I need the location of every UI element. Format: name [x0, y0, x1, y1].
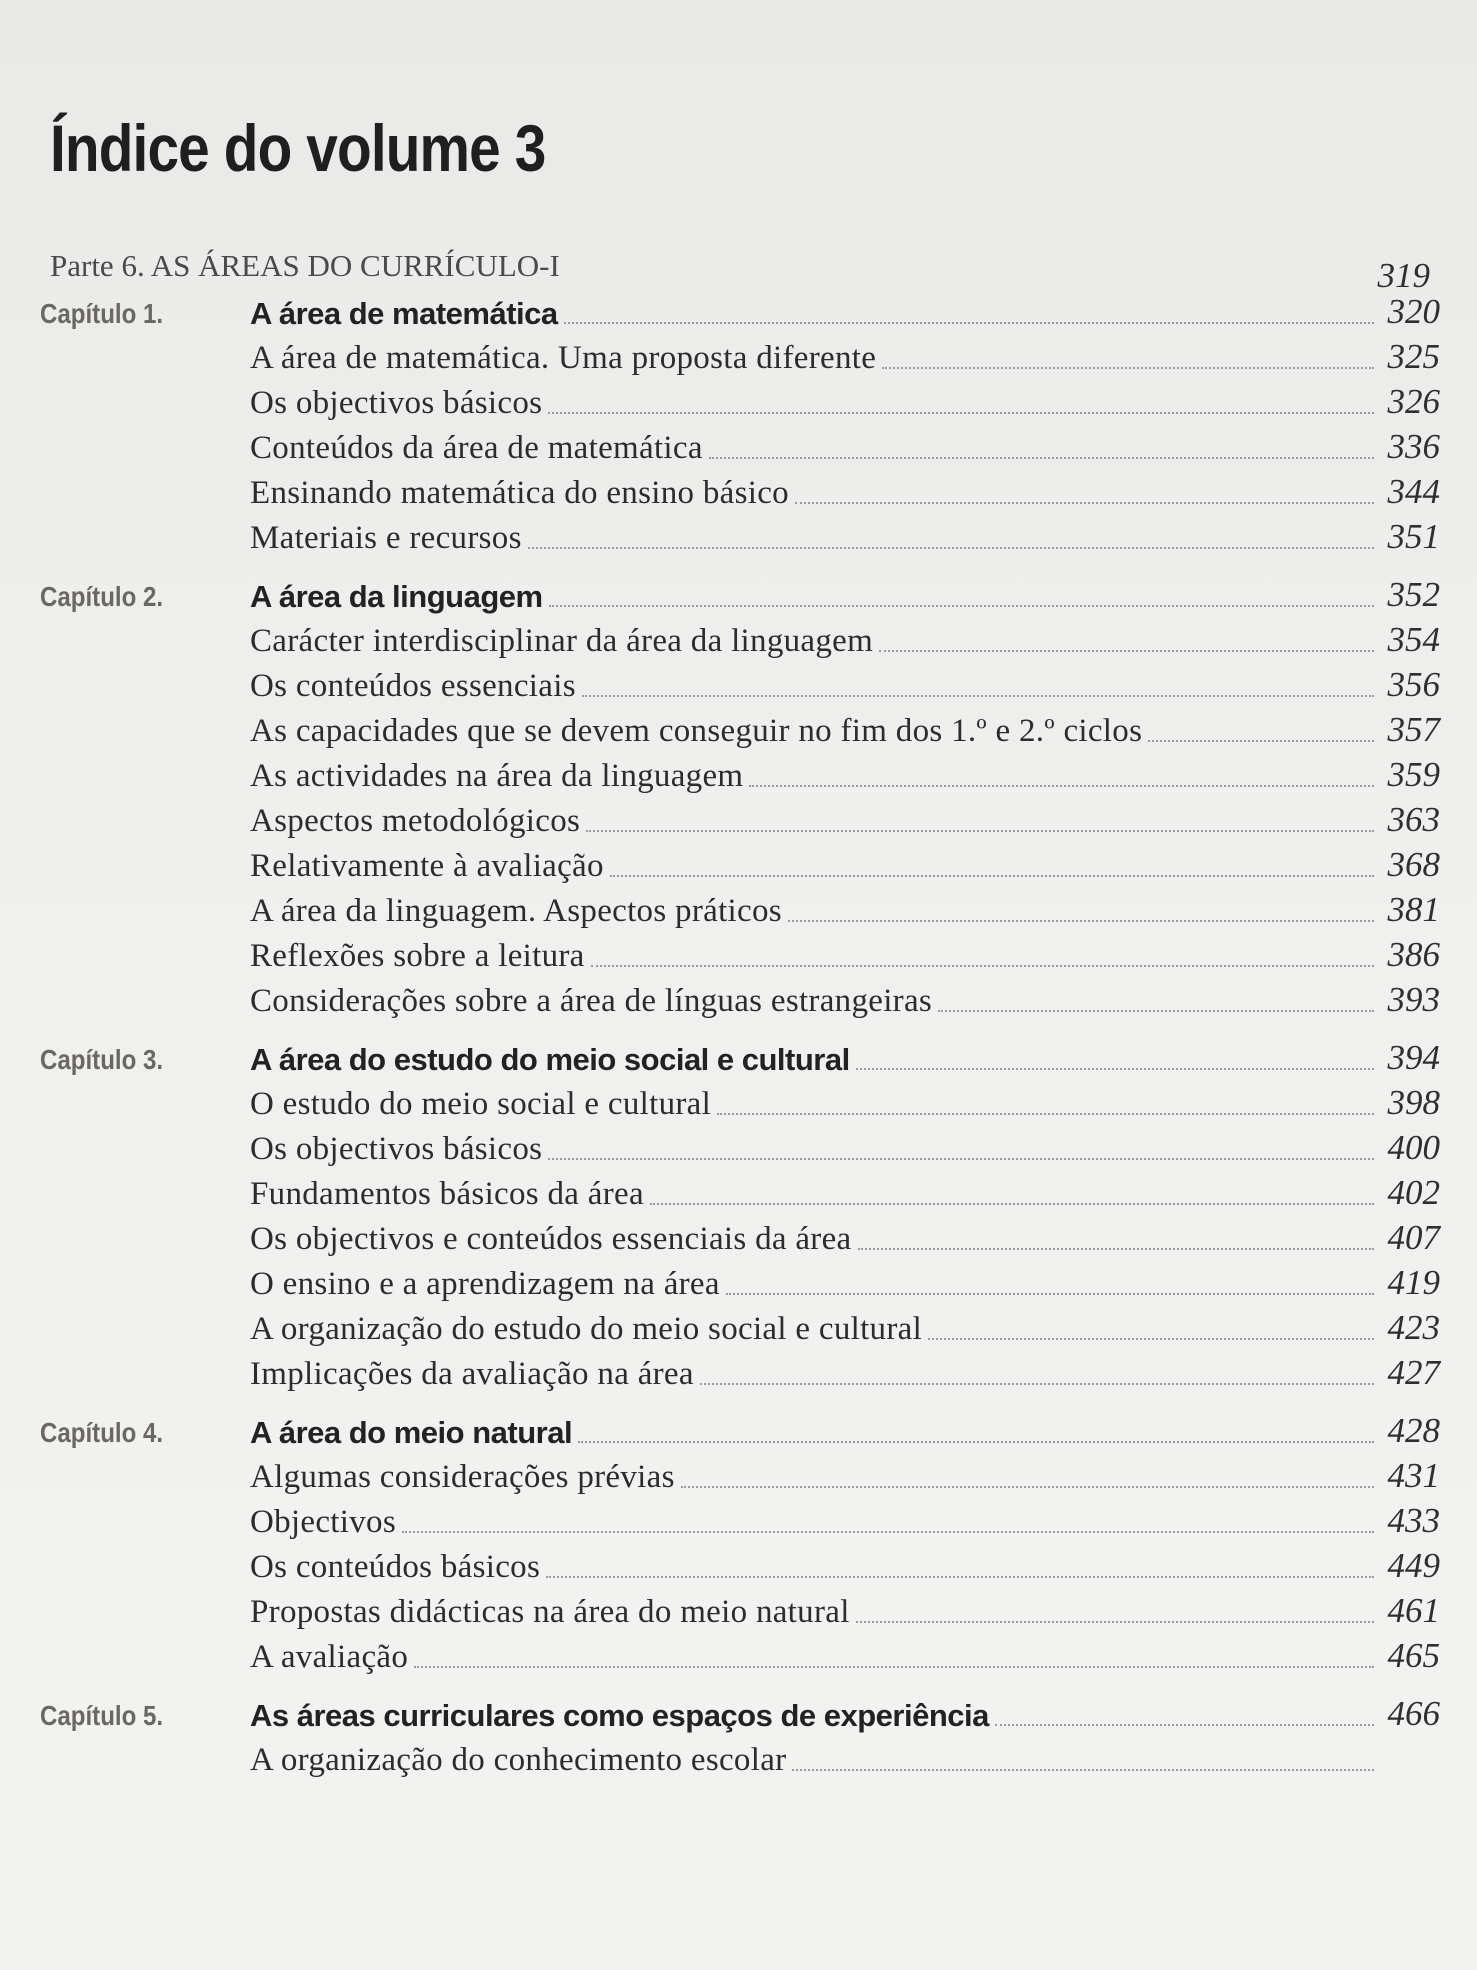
chapter-heading-row[interactable]	[40, 1692, 1440, 1736]
section-entry	[250, 1308, 1440, 1348]
section-title: Fundamentos básicos da área	[250, 1176, 644, 1212]
section-title: Os conteúdos básicos	[250, 1549, 541, 1585]
section-title: As capacidades que se devem conseguir no fim dos 1.º e 2.º ciclos	[250, 713, 1143, 749]
section-title: Propostas didácticas na área do meio natural	[250, 1594, 850, 1630]
part-heading	[50, 248, 1430, 295]
section-page-number: 336	[1387, 427, 1440, 466]
section-entry	[250, 755, 1440, 795]
section-entry	[250, 382, 1440, 422]
toc-entry-row[interactable]	[40, 1633, 1440, 1678]
toc-entry-row[interactable]	[40, 1736, 1440, 1781]
section-entry	[250, 980, 1440, 1020]
dot-leader	[414, 1666, 1374, 1668]
dot-leader	[586, 830, 1374, 832]
dot-leader	[788, 920, 1374, 922]
chapter-title: A área da linguagem	[250, 579, 543, 614]
chapter-block	[40, 1036, 1440, 1395]
chapter-title: A área de matemática	[250, 296, 558, 331]
dot-leader	[709, 457, 1374, 459]
section-entry	[250, 1456, 1440, 1496]
section-title: Relativamente à avaliação	[250, 848, 604, 884]
part-label: Parte 6. AS ÁREAS DO CURRÍCULO-I	[50, 248, 560, 283]
chapter-entry	[250, 575, 1440, 615]
toc-entry-row[interactable]	[40, 797, 1440, 842]
section-title: Implicações da avaliação na área	[250, 1356, 694, 1392]
dot-leader	[548, 412, 1374, 414]
section-entry	[250, 1218, 1440, 1258]
dot-leader	[582, 695, 1374, 697]
section-title: Os objectivos básicos	[250, 385, 543, 421]
section-entry	[250, 800, 1440, 840]
section-entry	[250, 427, 1440, 467]
toc-entry-row[interactable]	[40, 1170, 1440, 1215]
chapter-label: Capítulo 4.	[40, 1417, 164, 1448]
chapter-entry	[250, 1411, 1440, 1451]
section-entry	[250, 1353, 1440, 1393]
dot-leader	[938, 1010, 1374, 1012]
section-page-number: 381	[1387, 890, 1440, 929]
chapter-heading-row[interactable]	[40, 573, 1440, 617]
section-page-number: 431	[1387, 1456, 1440, 1495]
section-entry	[250, 1591, 1440, 1631]
section-entry	[250, 710, 1440, 750]
section-page-number: 357	[1387, 710, 1440, 749]
section-entry	[250, 890, 1440, 930]
section-page-number: 354	[1387, 620, 1440, 659]
chapter-heading-row[interactable]	[40, 1036, 1440, 1080]
chapter-block	[40, 1409, 1440, 1678]
part-page-number: 319	[1377, 256, 1430, 295]
chapter-heading-row[interactable]	[40, 290, 1440, 334]
toc-entry-row[interactable]	[40, 617, 1440, 662]
chapter-block	[40, 573, 1440, 1022]
section-page-number: 368	[1387, 845, 1440, 884]
chapter-page-number: 394	[1387, 1038, 1440, 1077]
toc-entry-row[interactable]	[40, 1453, 1440, 1498]
section-page-number: 325	[1387, 337, 1440, 376]
section-entry	[250, 1083, 1440, 1123]
chapter-entry	[250, 1038, 1440, 1078]
table-of-contents	[40, 290, 1440, 1781]
section-page-number: 461	[1387, 1591, 1440, 1630]
dot-leader	[549, 605, 1374, 607]
section-entry	[250, 1546, 1440, 1586]
toc-entry-row[interactable]	[40, 1125, 1440, 1170]
dot-leader	[858, 1248, 1375, 1250]
section-title: A organização do estudo do meio social e cultural	[250, 1311, 923, 1347]
section-entry	[250, 620, 1440, 660]
dot-leader	[681, 1486, 1374, 1488]
dot-leader	[528, 547, 1374, 549]
dot-leader	[1148, 740, 1374, 742]
toc-entry-row[interactable]	[40, 932, 1440, 977]
section-page-number: 407	[1387, 1218, 1440, 1257]
dot-leader	[717, 1113, 1374, 1115]
section-page-number: 351	[1387, 517, 1440, 556]
section-page-number: 419	[1387, 1263, 1440, 1302]
section-entry	[250, 1263, 1440, 1303]
section-page-number: 402	[1387, 1173, 1440, 1212]
chapter-entry	[250, 292, 1440, 332]
chapter-label: Capítulo 1.	[40, 298, 164, 329]
chapter-label: Capítulo 2.	[40, 581, 164, 612]
section-title: Aspectos metodológicos	[250, 803, 581, 839]
toc-entry-row[interactable]	[40, 1305, 1440, 1350]
section-page-number: 427	[1387, 1353, 1440, 1392]
section-title: O estudo do meio social e cultural	[250, 1086, 712, 1122]
toc-entry-row[interactable]	[40, 334, 1440, 379]
section-page-number: 400	[1387, 1128, 1440, 1167]
section-page-number: 326	[1387, 382, 1440, 421]
section-page-number: 449	[1387, 1546, 1440, 1585]
dot-leader	[995, 1724, 1374, 1726]
page-title: Índice do volume 3	[50, 111, 546, 185]
toc-entry-row[interactable]	[40, 887, 1440, 932]
section-page-number: 344	[1387, 472, 1440, 511]
chapter-page-number: 320	[1387, 292, 1440, 331]
chapter-page-number: 352	[1387, 575, 1440, 614]
section-entry	[250, 1501, 1440, 1541]
chapter-label: Capítulo 3.	[40, 1044, 164, 1075]
section-title: Os objectivos e conteúdos essenciais da área	[250, 1221, 852, 1257]
toc-entry-row[interactable]	[40, 469, 1440, 514]
section-title: As actividades na área da linguagem	[250, 758, 744, 794]
section-title: A área de matemática. Uma proposta diferente	[250, 340, 877, 376]
chapter-page-number: 428	[1387, 1411, 1440, 1450]
section-entry	[250, 1742, 1440, 1779]
toc-entry-row[interactable]	[40, 424, 1440, 469]
chapter-label: Capítulo 5.	[40, 1700, 164, 1731]
chapter-entry	[250, 1694, 1440, 1734]
section-entry	[250, 665, 1440, 705]
section-page-number: 359	[1387, 755, 1440, 794]
chapter-heading-row[interactable]	[40, 1409, 1440, 1453]
dot-leader	[700, 1383, 1374, 1385]
toc-entry-row[interactable]	[40, 1498, 1440, 1543]
section-title: O ensino e a aprendizagem na área	[250, 1266, 720, 1302]
section-entry	[250, 472, 1440, 512]
dot-leader	[650, 1203, 1374, 1205]
dot-leader	[795, 502, 1374, 504]
toc-entry-row[interactable]	[40, 977, 1440, 1022]
section-page-number: 386	[1387, 935, 1440, 974]
toc-entry-row[interactable]	[40, 379, 1440, 424]
chapter-block	[40, 290, 1440, 559]
dot-leader	[856, 1068, 1374, 1070]
dot-leader	[928, 1338, 1374, 1340]
section-entry	[250, 1173, 1440, 1213]
chapter-title: A área do estudo do meio social e cultural	[250, 1042, 850, 1077]
toc-entry-row[interactable]	[40, 514, 1440, 559]
section-entry	[250, 517, 1440, 557]
chapter-title: As áreas curriculares como espaços de experiência	[250, 1698, 989, 1733]
section-page-number: 465	[1387, 1636, 1440, 1675]
section-title: A organização do conhecimento escolar	[250, 1742, 787, 1778]
dot-leader	[548, 1158, 1374, 1160]
toc-entry-row[interactable]	[40, 752, 1440, 797]
toc-entry-row[interactable]	[40, 1080, 1440, 1125]
section-title: Carácter interdisciplinar da área da linguagem	[250, 623, 874, 659]
section-title: Algumas considerações prévias	[250, 1459, 675, 1495]
toc-entry-row[interactable]	[40, 662, 1440, 707]
toc-entry-row[interactable]	[40, 1215, 1440, 1260]
toc-entry-row[interactable]	[40, 1350, 1440, 1395]
section-title: Ensinando matemática do ensino básico	[250, 475, 789, 511]
section-page-number: 393	[1387, 980, 1440, 1019]
dot-leader	[578, 1441, 1374, 1443]
chapter-title: A área do meio natural	[250, 1415, 573, 1450]
dot-leader	[546, 1576, 1374, 1578]
section-entry	[250, 845, 1440, 885]
dot-leader	[879, 650, 1374, 652]
section-page-number: 363	[1387, 800, 1440, 839]
dot-leader	[882, 367, 1374, 369]
section-page-number: 356	[1387, 665, 1440, 704]
dot-leader	[610, 875, 1374, 877]
section-entry	[250, 1636, 1440, 1676]
toc-entry-row[interactable]	[40, 1543, 1440, 1588]
section-entry	[250, 935, 1440, 975]
section-entry	[250, 337, 1440, 377]
toc-entry-row[interactable]	[40, 1260, 1440, 1305]
toc-entry-row[interactable]	[40, 1588, 1440, 1633]
chapter-page-number: 466	[1387, 1694, 1440, 1733]
dot-leader	[564, 322, 1374, 324]
section-title: Reflexões sobre a leitura	[250, 938, 585, 974]
chapter-block	[40, 1692, 1440, 1781]
dot-leader	[726, 1293, 1374, 1295]
section-title: Objectivos	[250, 1504, 396, 1540]
section-title: Os conteúdos essenciais	[250, 668, 576, 704]
section-page-number: 398	[1387, 1083, 1440, 1122]
dot-leader	[402, 1531, 1374, 1533]
section-entry	[250, 1128, 1440, 1168]
section-title: A área da linguagem. Aspectos práticos	[250, 893, 782, 929]
dot-leader	[749, 785, 1374, 787]
dot-leader	[792, 1769, 1374, 1771]
section-title: A avaliação	[250, 1639, 409, 1675]
section-title: Considerações sobre a área de línguas estrangeiras	[250, 983, 933, 1019]
dot-leader	[856, 1621, 1374, 1623]
section-title: Conteúdos da área de matemática	[250, 430, 703, 466]
toc-entry-row[interactable]	[40, 842, 1440, 887]
section-title: Os objectivos básicos	[250, 1131, 543, 1167]
section-title: Materiais e recursos	[250, 520, 522, 556]
toc-entry-row[interactable]	[40, 707, 1440, 752]
section-page-number: 423	[1387, 1308, 1440, 1347]
section-page-number: 433	[1387, 1501, 1440, 1540]
dot-leader	[591, 965, 1374, 967]
